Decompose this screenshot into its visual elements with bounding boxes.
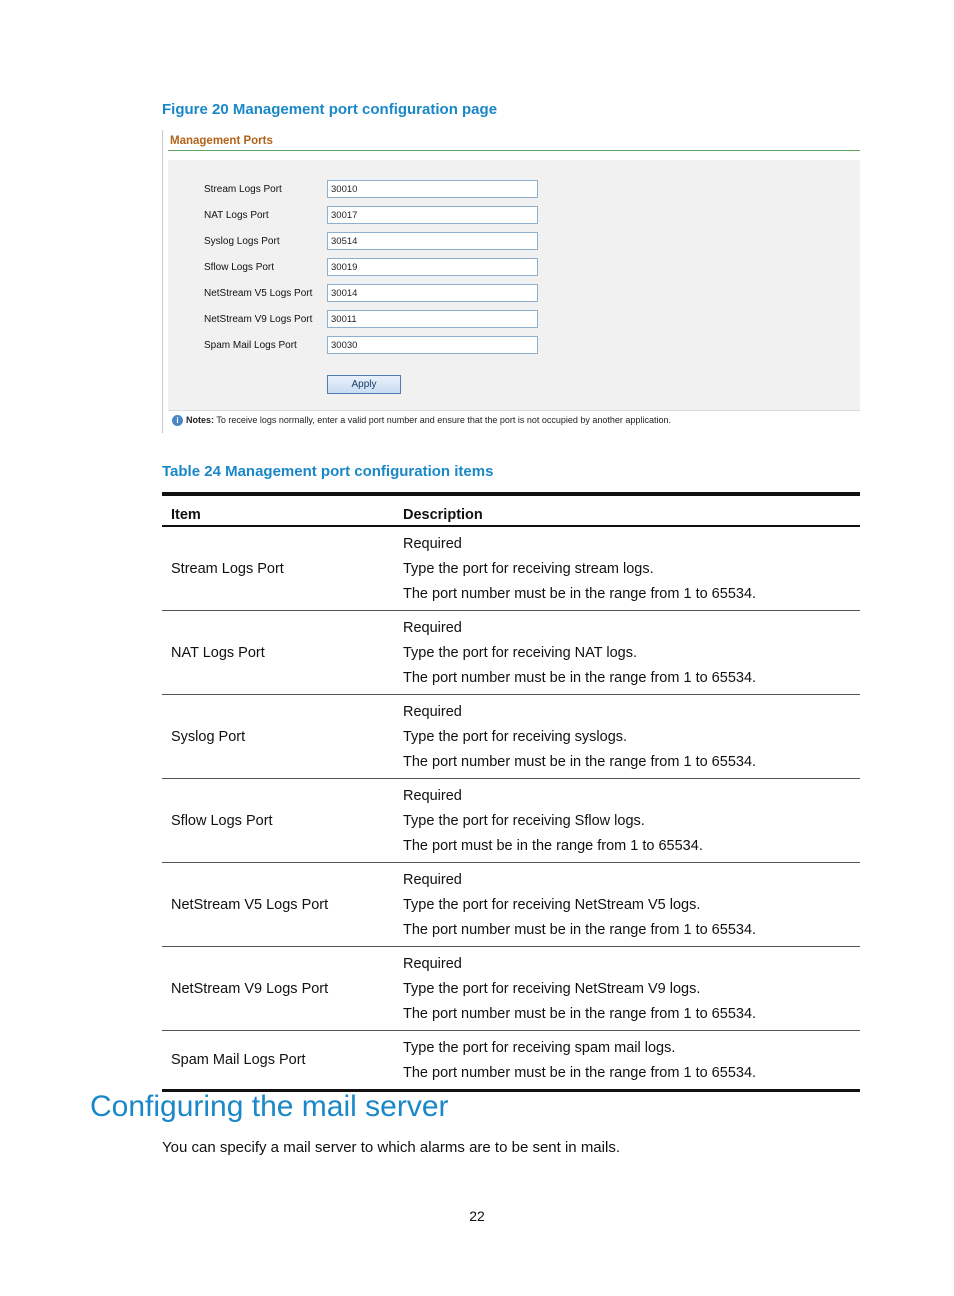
section-heading: Configuring the mail server bbox=[90, 1090, 449, 1123]
description-cell bbox=[395, 695, 860, 779]
item-cell: Syslog Port bbox=[162, 695, 395, 779]
description-line: Type the port for receiving spam mail logs. bbox=[403, 1040, 676, 1056]
figure-border bbox=[162, 130, 163, 433]
panel-title: Management Ports bbox=[170, 135, 273, 147]
notes-lead: Notes: bbox=[186, 415, 215, 425]
nat-logs-port-label: NAT Logs Port bbox=[204, 210, 269, 221]
description-line: Required bbox=[403, 620, 462, 636]
form-row-sflow bbox=[168, 258, 860, 278]
table-row bbox=[162, 611, 860, 695]
form-row-netstream-v9 bbox=[168, 310, 860, 330]
syslog-logs-port-label: Syslog Logs Port bbox=[204, 236, 280, 247]
table-row bbox=[162, 863, 860, 947]
description-cell bbox=[395, 863, 860, 947]
description-line: Required bbox=[403, 788, 462, 804]
description-cell bbox=[395, 1031, 860, 1091]
form-row-syslog bbox=[168, 232, 860, 252]
description-line: The port number must be in the range from 1 to 65534. bbox=[403, 670, 757, 686]
description-line: Type the port for receiving syslogs. bbox=[403, 729, 628, 745]
spam-mail-logs-port-input[interactable] bbox=[327, 336, 538, 354]
description-cell bbox=[395, 779, 860, 863]
item-cell: NAT Logs Port bbox=[162, 611, 395, 695]
description-cell bbox=[395, 611, 860, 695]
description-line: The port number must be in the range from 1 to 65534. bbox=[403, 1065, 757, 1081]
sflow-logs-port-label: Sflow Logs Port bbox=[204, 262, 275, 273]
description-cell bbox=[395, 526, 860, 611]
table-caption: Table 24 Management port configuration items bbox=[162, 463, 494, 480]
netstream-v5-logs-port-label: NetStream V5 Logs Port bbox=[204, 288, 313, 299]
syslog-logs-port-input[interactable] bbox=[327, 232, 538, 250]
configuration-items-table bbox=[162, 492, 860, 1092]
table-row bbox=[162, 947, 860, 1031]
description-line: The port number must be in the range from 1 to 65534. bbox=[403, 1006, 757, 1022]
section-body-text: You can specify a mail server to which alarms are to be sent in mails. bbox=[162, 1139, 620, 1156]
table-row bbox=[162, 695, 860, 779]
stream-logs-port-label: Stream Logs Port bbox=[204, 184, 282, 195]
management-ports-figure bbox=[162, 130, 860, 434]
description-line: The port number must be in the range from 1 to 65534. bbox=[403, 754, 757, 770]
description-line: The port must be in the range from 1 to 65534. bbox=[403, 838, 703, 854]
netstream-v9-logs-port-label: NetStream V9 Logs Port bbox=[204, 314, 313, 325]
form-row-netstream-v5 bbox=[168, 284, 860, 304]
description-line: Required bbox=[403, 704, 462, 720]
item-cell: Stream Logs Port bbox=[162, 526, 395, 611]
netstream-v5-logs-port-input[interactable] bbox=[327, 284, 538, 302]
form-row-spam-mail bbox=[168, 336, 860, 356]
nat-logs-port-input[interactable] bbox=[327, 206, 538, 224]
description-line: Type the port for receiving Sflow logs. bbox=[403, 813, 645, 829]
description-line: Required bbox=[403, 956, 462, 972]
description-line: Type the port for receiving NetStream V9 logs. bbox=[403, 981, 701, 997]
apply-button[interactable]: Apply bbox=[327, 375, 401, 394]
item-cell: NetStream V9 Logs Port bbox=[162, 947, 395, 1031]
description-line: The port number must be in the range from 1 to 65534. bbox=[403, 922, 757, 938]
figure-caption: Figure 20 Management port configuration page bbox=[162, 101, 498, 118]
description-line: The port number must be in the range from 1 to 65534. bbox=[403, 586, 757, 602]
sflow-logs-port-input[interactable] bbox=[327, 258, 538, 276]
info-icon: i bbox=[172, 415, 183, 426]
description-column-header: Description bbox=[395, 494, 860, 526]
panel-title-divider bbox=[168, 150, 860, 151]
form-row-stream bbox=[168, 180, 860, 200]
description-line: Required bbox=[403, 872, 462, 888]
stream-logs-port-input[interactable] bbox=[327, 180, 538, 198]
table-row bbox=[162, 526, 860, 611]
item-cell: NetStream V5 Logs Port bbox=[162, 863, 395, 947]
description-line: Required bbox=[403, 536, 462, 552]
netstream-v9-logs-port-input[interactable] bbox=[327, 310, 538, 328]
notes-bar bbox=[172, 415, 671, 426]
description-line: Type the port for receiving stream logs. bbox=[403, 561, 654, 577]
management-ports-form bbox=[168, 160, 860, 411]
table-row bbox=[162, 1031, 860, 1091]
notes-text: To receive logs normally, enter a valid port number and ensure that the port is not occupied by another application. bbox=[216, 415, 671, 425]
item-cell: Spam Mail Logs Port bbox=[162, 1031, 395, 1091]
form-row-nat bbox=[168, 206, 860, 226]
page-number: 22 bbox=[469, 1208, 485, 1224]
spam-mail-logs-port-label: Spam Mail Logs Port bbox=[204, 340, 297, 351]
item-column-header: Item bbox=[162, 494, 395, 526]
item-cell: Sflow Logs Port bbox=[162, 779, 395, 863]
description-cell bbox=[395, 947, 860, 1031]
table-row bbox=[162, 779, 860, 863]
description-line: Type the port for receiving NetStream V5 logs. bbox=[403, 897, 701, 913]
table-header-row bbox=[162, 494, 860, 526]
description-line: Type the port for receiving NAT logs. bbox=[403, 645, 637, 661]
